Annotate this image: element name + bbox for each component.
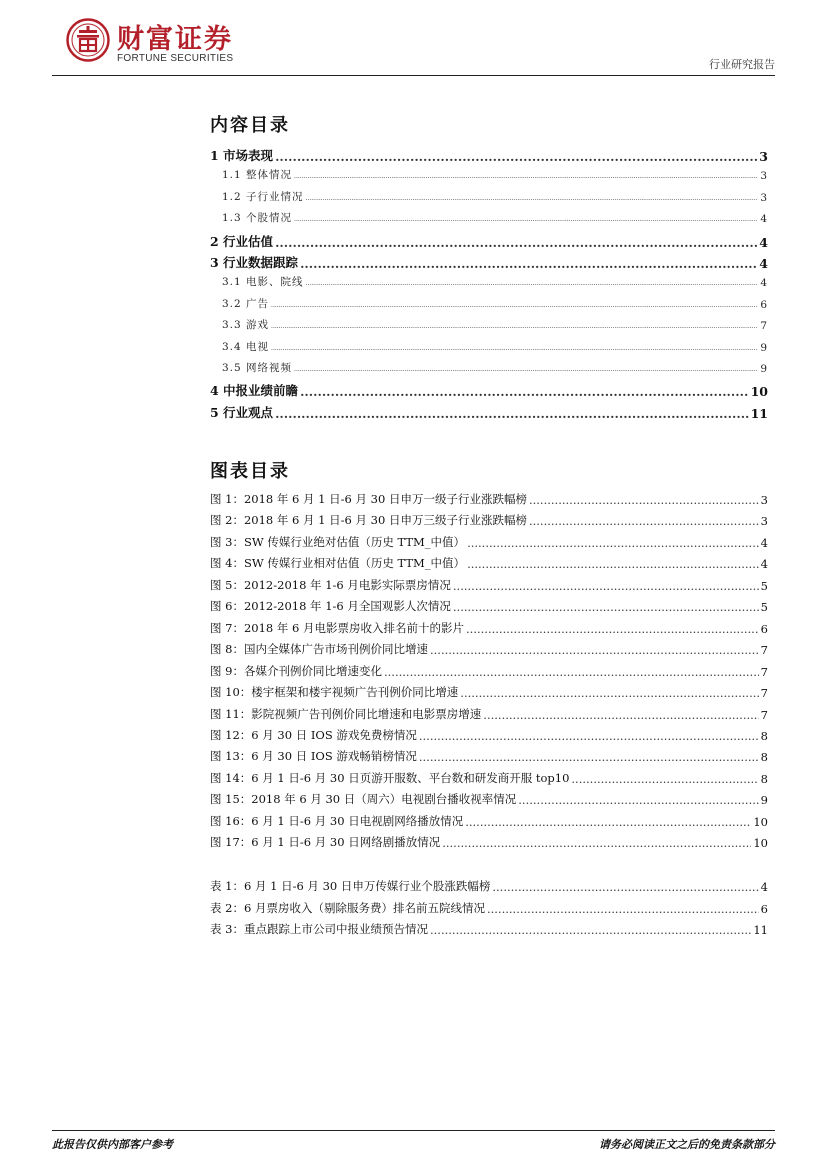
figure-entry[interactable] <box>210 834 768 850</box>
figure-entry-label: 图 4：SW 传媒行业相对估值（历史 TTM_中值） <box>210 556 466 571</box>
brand-name-cn: 财富证券 <box>117 24 233 55</box>
toc-entry[interactable] <box>222 317 768 332</box>
figure-entry[interactable] <box>210 641 768 657</box>
toc-entry-page: 4 <box>759 256 768 271</box>
figure-entry-page: 8 <box>760 750 768 765</box>
dot-leader <box>487 902 759 916</box>
figure-entry[interactable] <box>210 555 768 571</box>
dot-leader <box>518 793 758 807</box>
figure-entry[interactable] <box>210 598 768 614</box>
dot-leader <box>466 622 759 636</box>
figures-title: 图表目录 <box>210 461 290 482</box>
toc-entry-page: 3 <box>760 170 768 183</box>
figure-entry-page: 6 <box>760 621 768 636</box>
figure-entry[interactable] <box>210 512 768 528</box>
dot-leader <box>442 836 751 850</box>
toc-entry-page: 6 <box>760 298 768 311</box>
figure-entry[interactable] <box>210 684 768 700</box>
toc-entry-page: 10 <box>750 384 768 400</box>
figure-entry-label: 图 8：国内全媒体广告市场刊例价同比增速 <box>210 642 428 657</box>
dot-leader <box>460 686 758 700</box>
toc-entry-label: 2 行业估值 <box>210 233 274 249</box>
dot-leader <box>430 643 759 657</box>
figure-entry-label: 图 7：2018 年 6 月电影票房收入排名前十的影片 <box>210 620 465 635</box>
dot-leader <box>419 729 759 743</box>
toc-entry-page: 9 <box>760 363 768 375</box>
figure-entry-label: 图 11：影院视频广告刊例价同比增速和电影票房增速 <box>210 706 482 721</box>
dot-leader <box>294 365 758 375</box>
figure-entry-label: 图 3：SW 传媒行业绝对估值（历史 TTM_中值） <box>210 534 466 549</box>
figure-entry[interactable] <box>210 663 768 679</box>
toc-entry[interactable] <box>222 360 768 375</box>
toc-entry-label: 3.3 游戏 <box>222 319 270 332</box>
dot-leader <box>300 384 749 399</box>
footer-disclaimer-right: 请务必阅读正文之后的免责条款部分 <box>599 1138 775 1151</box>
figure-entry-page: 8 <box>760 771 768 786</box>
table-entry-label: 表 2：6 月票房收入（剔除服务费）排名前五院线情况 <box>210 900 485 915</box>
footer-divider <box>52 1130 775 1131</box>
figure-entry-page: 7 <box>760 643 768 658</box>
dot-leader <box>419 750 759 764</box>
toc-title: 内容目录 <box>210 115 290 136</box>
dot-leader <box>453 579 759 593</box>
toc-entry-page: 4 <box>759 234 768 250</box>
dot-leader <box>300 256 757 271</box>
header-divider <box>52 75 775 76</box>
figure-entry-page: 9 <box>760 793 768 808</box>
figure-entry-label: 图 15：2018 年 6 月 30 日（周六）电视剧台播收视率情况 <box>210 792 517 807</box>
toc-entry[interactable] <box>222 167 768 182</box>
figure-entry-page: 3 <box>760 493 768 507</box>
dot-leader <box>483 708 758 722</box>
figure-entry-label: 图 12：6 月 30 日 IOS 游戏免费榜情况 <box>210 727 417 742</box>
dot-leader <box>467 536 759 550</box>
figure-entry-label: 图 2：2018 年 6 月 1 日-6 月 30 日申万三级子行业涨跌幅榜 <box>210 513 527 528</box>
dot-leader <box>492 880 758 894</box>
figure-entry-page: 7 <box>760 707 768 722</box>
figure-entry-label: 图 10：楼宇框架和楼宇视频广告刊例价同比增速 <box>210 685 459 700</box>
dot-leader <box>529 514 759 528</box>
toc-entry-page: 3 <box>760 191 768 204</box>
dot-leader <box>294 172 758 182</box>
figure-entry-page: 10 <box>753 836 768 851</box>
brand-name-en: FORTUNE SECURITIES <box>117 53 234 64</box>
footer-disclaimer-left: 此报告仅供内部客户参考 <box>52 1138 173 1151</box>
toc-entry-label: 1.2 子行业情况 <box>222 190 304 203</box>
figure-entry-label: 图 16：6 月 1 日-6 月 30 日电视剧网络播放情况 <box>210 813 464 828</box>
toc-entry-label: 3.2 广告 <box>222 297 270 310</box>
toc-entry[interactable] <box>222 274 768 289</box>
figure-entry-label: 图 14：6 月 1 日-6 月 30 日页游开服数、平台数和研发商开服 top10 <box>210 770 570 785</box>
table-entry-page: 11 <box>753 923 768 937</box>
table-entry[interactable] <box>210 900 768 916</box>
figure-entry-page: 7 <box>760 664 768 679</box>
figure-entry-page: 7 <box>760 686 768 701</box>
dot-leader <box>453 600 759 614</box>
table-entry[interactable] <box>210 878 768 894</box>
toc-entry-label: 3.1 电影、院线 <box>222 276 304 289</box>
toc-entry-label: 3 行业数据跟踪 <box>210 255 299 270</box>
figure-entry-page: 8 <box>760 728 768 743</box>
toc-entry[interactable] <box>210 381 768 399</box>
figure-entry-label: 图 9：各媒介刊例价同比增速变化 <box>210 663 382 678</box>
toc-entry-page: 4 <box>760 213 768 226</box>
toc-entry-page: 9 <box>760 341 768 354</box>
table-entry-page: 4 <box>760 880 768 894</box>
figure-entry-page: 4 <box>760 535 768 550</box>
toc-entry-label: 1 市场表现 <box>210 148 274 163</box>
dot-leader <box>306 279 759 289</box>
figure-entry[interactable] <box>210 727 768 743</box>
figure-entry-label: 图 5：2012-2018 年 1-6 月电影实际票房情况 <box>210 577 451 592</box>
table-entry-label: 表 1：6 月 1 日-6 月 30 日申万传媒行业个股涨跌幅榜 <box>210 879 491 893</box>
toc-entry-label: 3.5 网络视频 <box>222 362 293 374</box>
dot-leader <box>384 665 759 679</box>
dot-leader <box>275 406 749 421</box>
figure-entry-label: 图 1：2018 年 6 月 1 日-6 月 30 日申万一级子行业涨跌幅榜 <box>210 492 527 506</box>
toc-entry-label: 1.3 个股情况 <box>222 212 293 225</box>
dot-leader <box>467 557 759 571</box>
logo-icon <box>66 18 110 62</box>
figure-entry[interactable] <box>210 748 768 764</box>
figure-entry-label: 图 13：6 月 30 日 IOS 游戏畅销榜情况 <box>210 749 417 764</box>
toc-entry-page: 4 <box>760 277 768 290</box>
dot-leader <box>430 923 751 937</box>
toc-entry[interactable] <box>210 232 768 250</box>
table-entry-label: 表 3：重点跟踪上市公司中报业绩预告情况 <box>210 922 428 936</box>
table-entry[interactable] <box>210 921 768 937</box>
figure-entry[interactable] <box>210 620 768 636</box>
figure-entry-page: 5 <box>760 600 768 615</box>
dot-leader <box>271 301 758 311</box>
figure-entry-page: 4 <box>760 557 768 572</box>
toc-entry[interactable] <box>222 210 768 225</box>
dot-leader <box>571 772 758 786</box>
figure-entry-label: 图 17：6 月 1 日-6 月 30 日网络剧播放情况 <box>210 835 441 850</box>
figure-entry-page: 5 <box>760 578 768 593</box>
figure-entry-page: 3 <box>760 514 768 529</box>
figure-entry[interactable] <box>210 770 768 786</box>
figure-entry[interactable] <box>210 577 768 593</box>
figure-entry[interactable] <box>210 791 768 807</box>
toc-entry[interactable] <box>222 296 768 311</box>
toc-entry-page: 7 <box>760 320 768 333</box>
toc-entry-page: 3 <box>759 149 768 164</box>
figure-entry[interactable] <box>210 706 768 722</box>
dot-leader <box>465 815 751 829</box>
dot-leader <box>529 493 759 507</box>
toc-entry[interactable] <box>222 339 768 354</box>
dot-leader <box>306 194 759 204</box>
toc-entry[interactable] <box>210 253 768 271</box>
toc-entry[interactable] <box>210 146 768 164</box>
toc-entry[interactable] <box>210 403 768 421</box>
toc-entry-page: 11 <box>750 405 768 421</box>
figure-entry[interactable] <box>210 534 768 550</box>
toc-entry[interactable] <box>222 189 768 204</box>
dot-leader <box>275 235 757 250</box>
dot-leader <box>275 149 757 164</box>
toc-entry-label: 4 中报业绩前瞻 <box>210 383 299 399</box>
figure-entry-label: 图 6：2012-2018 年 1-6 月全国观影人次情况 <box>210 599 451 614</box>
toc-entry-label: 1.1 整体情况 <box>222 169 293 182</box>
toc-entry-label: 5 行业观点 <box>210 404 274 420</box>
toc-entry-label: 3.4 电视 <box>222 340 270 353</box>
dot-leader <box>271 322 758 332</box>
figure-entry[interactable] <box>210 813 768 829</box>
figure-entry-page: 10 <box>753 814 768 829</box>
dot-leader <box>294 215 758 225</box>
report-type: 行业研究报告 <box>709 58 775 71</box>
table-entry-page: 6 <box>760 901 768 916</box>
dot-leader <box>271 344 758 354</box>
figure-entry[interactable] <box>210 491 768 507</box>
